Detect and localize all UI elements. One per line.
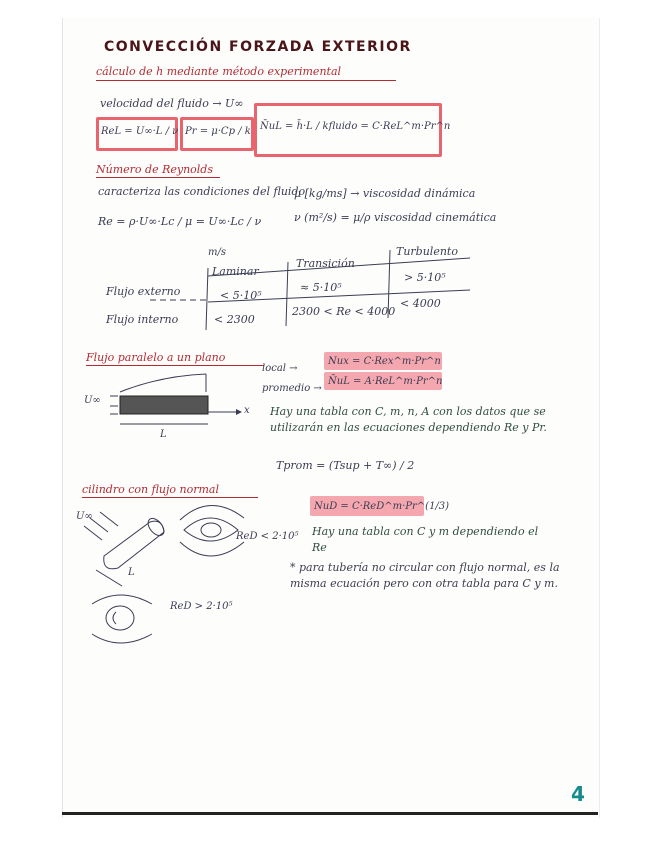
table-row-external-label: Flujo externo <box>106 285 181 298</box>
table-header-transition: Transición <box>296 257 355 270</box>
cylinder-re-high: ReD > 2·10⁵ <box>170 601 233 612</box>
cylinder-formula: NuD = C·ReD^m·Pr^(1/3) <box>314 501 450 512</box>
cylinder-u-label: U∞ <box>76 511 93 522</box>
reynolds-units: m/s <box>208 247 226 258</box>
plate-note: Hay una tabla con C, m, n, A con los datos que se utilizarán en las ecuaciones dependiendo Re y Pr. <box>270 405 547 434</box>
table-cell: ≈ 5·10⁵ <box>300 281 342 294</box>
tprom-formula: Tprom = (Tsup + T∞) / 2 <box>276 459 415 472</box>
table-row-internal-label: Flujo interno <box>106 313 179 326</box>
table-header-laminar: Laminar <box>212 265 259 278</box>
page-title: CONVECCIÓN FORZADA EXTERIOR <box>104 39 412 55</box>
plate-x-label: x <box>244 405 250 416</box>
table-cell: 2300 < Re < 4000 <box>292 305 396 318</box>
table-cell: < 2300 <box>214 313 255 326</box>
cylinder-star-note: * para tubería no circular con flujo normal, es la misma ecuación pero con otra tabla para C y m. <box>290 561 560 590</box>
reynolds-description: caracteriza las condiciones del fluido <box>98 185 306 198</box>
cylinder-re-low: ReD < 2·10⁵ <box>236 531 299 542</box>
re-formula: ReL = U∞·L / ν <box>101 126 179 137</box>
table-cell: < 4000 <box>400 297 441 310</box>
table-cell: < 5·10⁵ <box>220 289 262 302</box>
reynolds-heading: Número de Reynolds <box>96 163 213 176</box>
cylinder-heading: cilindro con flujo normal <box>82 483 220 496</box>
reynolds-formula: Re = ρ·U∞·Lc / μ = U∞·Lc / ν <box>98 215 262 228</box>
plate-average-label: promedio → <box>262 383 322 394</box>
nu-formula: N̄uL = h̄·L / kfluido = C·ReL^m·Pr^n <box>260 121 451 132</box>
plate-l-label: L <box>160 429 167 440</box>
nu-definition: ν (m²/s) = μ/ρ viscosidad cinemática <box>294 211 497 224</box>
pr-formula: Pr = μ·Cp / k <box>185 126 251 137</box>
table-cell: > 5·10⁵ <box>404 271 446 284</box>
section-subtitle: cálculo de h mediante método experimental <box>96 65 342 78</box>
cylinder-l-label: L <box>128 567 135 578</box>
velocity-line: velocidad del fluido → U∞ <box>100 97 244 110</box>
table-header-turbulent: Turbulento <box>396 245 458 258</box>
plate-heading: Flujo paralelo a un plano <box>86 351 226 364</box>
plate-local-formula: Nux = C·Rex^m·Pr^n <box>328 356 441 367</box>
plate-u-label: U∞ <box>84 395 101 406</box>
cylinder-note: Hay una tabla con C y m dependiendo el Re <box>312 525 539 554</box>
plate-average-formula: N̄uL = A·ReL^m·Pr^n <box>328 376 443 387</box>
plate-local-label: local → <box>262 363 298 374</box>
page-number: 4 <box>571 782 585 806</box>
mu-definition: μ [kg/ms] → viscosidad dinámica <box>294 187 476 200</box>
